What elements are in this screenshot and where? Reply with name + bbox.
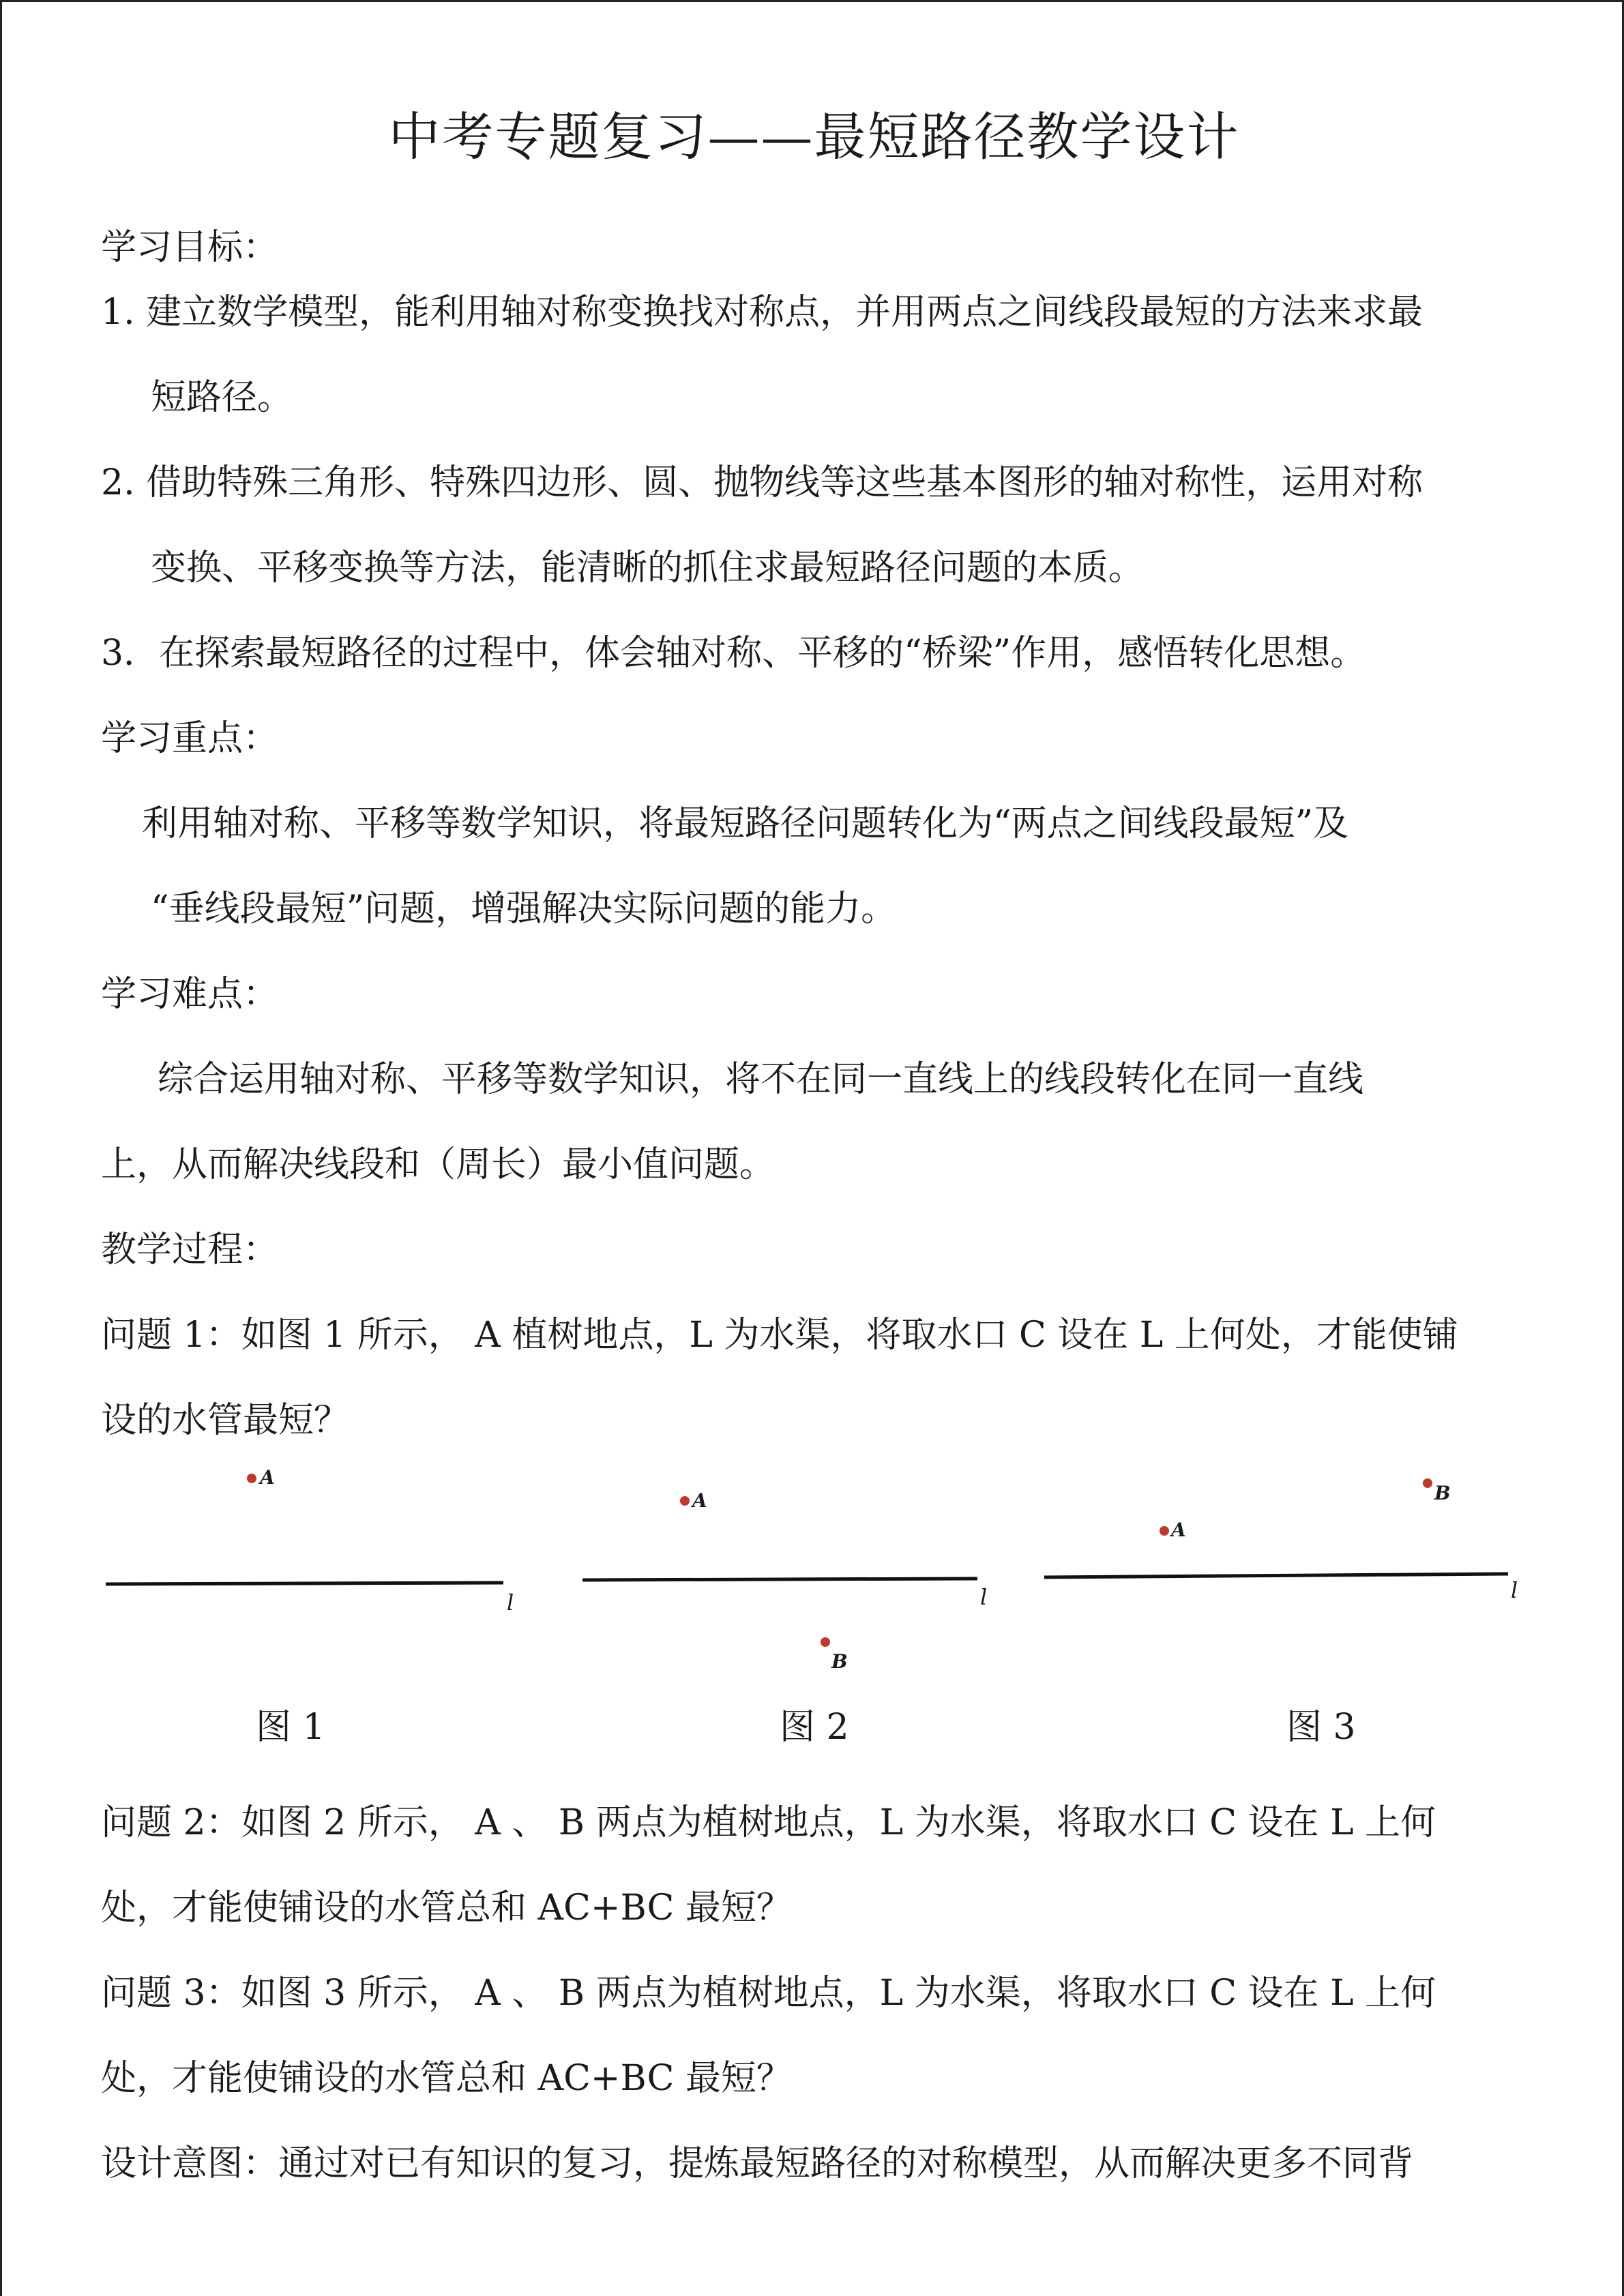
- figure-3-line: [1044, 1574, 1508, 1577]
- figure-3-label-l: l: [1511, 1577, 1518, 1603]
- figure-3-label-b: B: [1434, 1482, 1451, 1504]
- objective-2-line-1: 2. 借助特殊三角形、特殊四边形、圆、抛物线等这些基本图形的轴对称性，运用对称: [101, 462, 1423, 503]
- process-heading: 教学过程：: [101, 1229, 279, 1270]
- figure-3-point-a: [1160, 1526, 1169, 1536]
- figure-1-label-l: l: [507, 1590, 514, 1615]
- page-title: 中考专题复习——最短路径教学设计: [388, 106, 1240, 167]
- objective-3-line: 3．在探索最短路径的过程中，体会轴对称、平移的“桥梁”作用，感悟转化思想。: [101, 633, 1366, 674]
- figure-2-line: [582, 1579, 977, 1580]
- figure-2-caption: 图 2: [780, 1707, 849, 1748]
- figure-1-label-a: A: [260, 1466, 275, 1489]
- objectives-heading: 学习目标：: [101, 227, 279, 268]
- problem-2-line-2: 处，才能使铺设的水管总和 AC+BC 最短？: [101, 1888, 792, 1928]
- figure-3-point-b: [1423, 1478, 1432, 1488]
- figure-2: [582, 1489, 987, 1673]
- problem-1-line-2: 设的水管最短？: [101, 1400, 350, 1441]
- difficulty-heading: 学习难点：: [101, 974, 279, 1015]
- figure-2-label-b: B: [831, 1650, 848, 1673]
- objective-2-line-2: 变换、平移变换等方法，能清晰的抓住求最短路径问题的本质。: [151, 548, 1145, 588]
- figure-1: [106, 1466, 514, 1615]
- difficulty-line-1: 综合运用轴对称、平移等数学知识，将不在同一直线上的线段转化在同一直线: [158, 1059, 1364, 1100]
- figure-2-label-l: l: [980, 1584, 988, 1610]
- figure-2-label-a: A: [692, 1489, 707, 1512]
- problem-3-line-2: 处，才能使铺设的水管总和 AC+BC 最短？: [101, 2058, 792, 2099]
- difficulty-line-2: 上，从而解决线段和（周长）最小值问题。: [101, 1144, 776, 1185]
- key-line-1: 利用轴对称、平移等数学知识，将最短路径问题转化为“两点之间线段最短”及: [142, 803, 1349, 844]
- figures-svg: [2, 1461, 1624, 1686]
- figure-2-point-a: [680, 1496, 690, 1506]
- figure-3-label-a: A: [1171, 1519, 1186, 1541]
- problem-3-line-1: 问题 3：如图 3 所示， A 、 B 两点为植树地点，L 为水渠，将取水口 C 设在 L 上何: [101, 1973, 1436, 2014]
- figure-3: [1044, 1478, 1518, 1603]
- problem-2-line-1: 问题 2：如图 2 所示， A 、 B 两点为植树地点，L 为水渠，将取水口 C 设在 L 上何: [101, 1802, 1436, 1843]
- key-line-2: “垂线段最短”问题，增强解决实际问题的能力。: [151, 889, 897, 929]
- design-intent-line: 设计意图：通过对已有知识的复习，提炼最短路径的对称模型，从而解决更多不同背: [101, 2143, 1414, 2184]
- objective-1-line-2: 短路径。: [151, 377, 293, 418]
- objective-1-line-1: 1. 建立数学模型，能利用轴对称变换找对称点，并用两点之间线段最短的方法来求最: [101, 292, 1423, 333]
- figure-1-line: [106, 1583, 503, 1584]
- figure-1-caption: 图 1: [256, 1707, 325, 1748]
- figures-row: [2, 1461, 1624, 1748]
- figure-1-point-a: [247, 1474, 256, 1483]
- figure-3-caption: 图 3: [1286, 1707, 1356, 1748]
- problem-1-line-1: 问题 1：如图 1 所示， A 植树地点，L 为水渠，将取水口 C 设在 L 上何处，才能使铺: [101, 1315, 1458, 1356]
- key-heading: 学习重点：: [101, 718, 279, 759]
- figure-2-point-b: [821, 1637, 830, 1647]
